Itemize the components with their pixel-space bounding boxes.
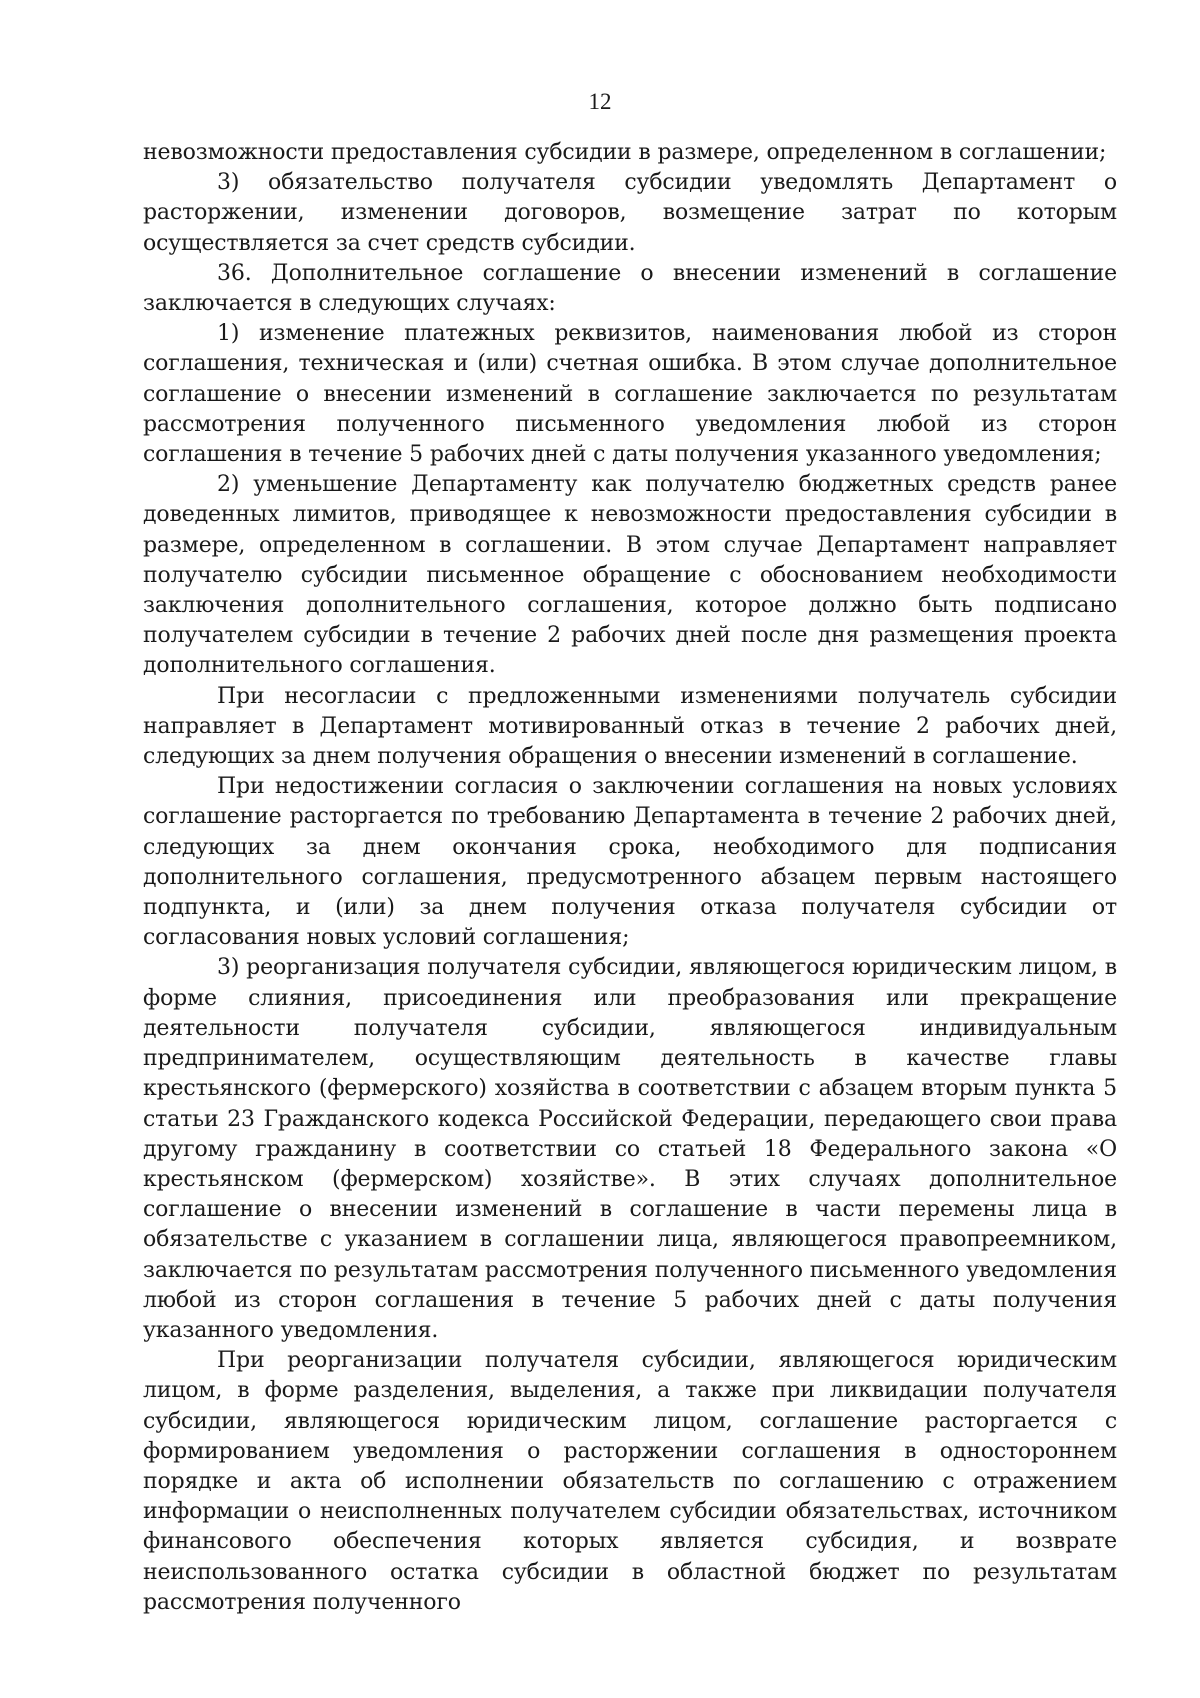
paragraph-item-3-notification: 3) обязательство получателя субсидии уведомлять Департамент о расторжении, изменении договоров, возмещение затрат по которым осуществляется за счет средств субсидии. — [143, 170, 1117, 256]
paragraph-continuation: невозможности предоставления субсидии в размере, определенном в соглашении; — [143, 140, 1107, 165]
document-body — [143, 138, 1117, 1618]
paragraph-no-agreement: При недостижении согласия о заключении соглашения на новых условиях соглашение расторгается по требованию Департамента в течение 2 рабочих дней, следующих за днем окончания срока, необходимого для подписания дополнительного соглашения, предусмотренного абзацем первым настоящего подпункта, и (или) за днем получения отказа получателя субсидии от согласования новых условий соглашения; — [143, 774, 1117, 951]
paragraph-subitem-1: 1) изменение платежных реквизитов, наименования любой из сторон соглашения, техническая и (или) счетная ошибка. В этом случае дополнительное соглашение о внесении изменений в соглашение заключается по результатам рассмотрения полученного письменного уведомления любой из сторон соглашения в течение 5 рабочих дней с даты получения указанного уведомления; — [143, 321, 1117, 468]
paragraph-subitem-2: 2) уменьшение Департаменту как получателю бюджетных средств ранее доведенных лимитов, приводящее к невозможности предоставления субсидии в размере, определенном в соглашении. В этом случае Департамент направляет получателю субсидии письменное обращение с обоснованием необходимости заключения дополнительного соглашения, которое должно быть подписано получателем субсидии в течение 2 рабочих дней после дня размещения проекта дополнительного соглашения. — [143, 472, 1117, 679]
paragraph-clause-36: 36. Дополнительное соглашение о внесении изменений в соглашение заключается в следующих случаях: — [143, 260, 1117, 317]
page-number: 12 — [588, 89, 612, 114]
paragraph-disagreement: При несогласии с предложенными изменениями получатель субсидии направляет в Департамент мотивированный отказ в течение 2 рабочих дней, следующих за днем получения обращения о внесении изменений в соглашение. — [143, 683, 1117, 770]
paragraph-reorganization: При реорганизации получателя субсидии, являющегося юридическим лицом, в форме разделения, выделения, а также при ликвидации получателя субсидии, являющегося юридическим лицом, соглашение расторгается с формированием уведомления о расторжении соглашения в одностороннем порядке и акта об исполнении обязательств по соглашению с отражением информации о неисполненных получателем субсидии обязательствах, источником финансового обеспечения которых является субсидия, и возврате неиспользованного остатка субсидии в областной бюджет по результатам рассмотрения полученного — [143, 1348, 1117, 1615]
paragraph-subitem-3: 3) реорганизация получателя субсидии, являющегося юридическим лицом, в форме слияния, присоединения или преобразования или прекращение деятельности получателя субсидии, являющегося индивидуальным предпринимателем, осуществляющим деятельность в качестве главы крестьянского (фермерского) хозяйства в соответствии с абзацем вторым пункта 5 статьи 23 Гражданского кодекса Российской Федерации, передающего свои права другому гражданину в соответствии со статьей 18 Федерального закона «О крестьянском (фермерском) хозяйстве». В этих случаях дополнительное соглашение о внесении изменений в соглашение в части перемены лица в обязательстве с указанием в соглашении лица, являющегося правопреемником, заключается по результатам рассмотрения полученного письменного уведомления любой из сторон соглашения в течение 5 рабочих дней с даты получения указанного уведомления. — [143, 955, 1117, 1343]
